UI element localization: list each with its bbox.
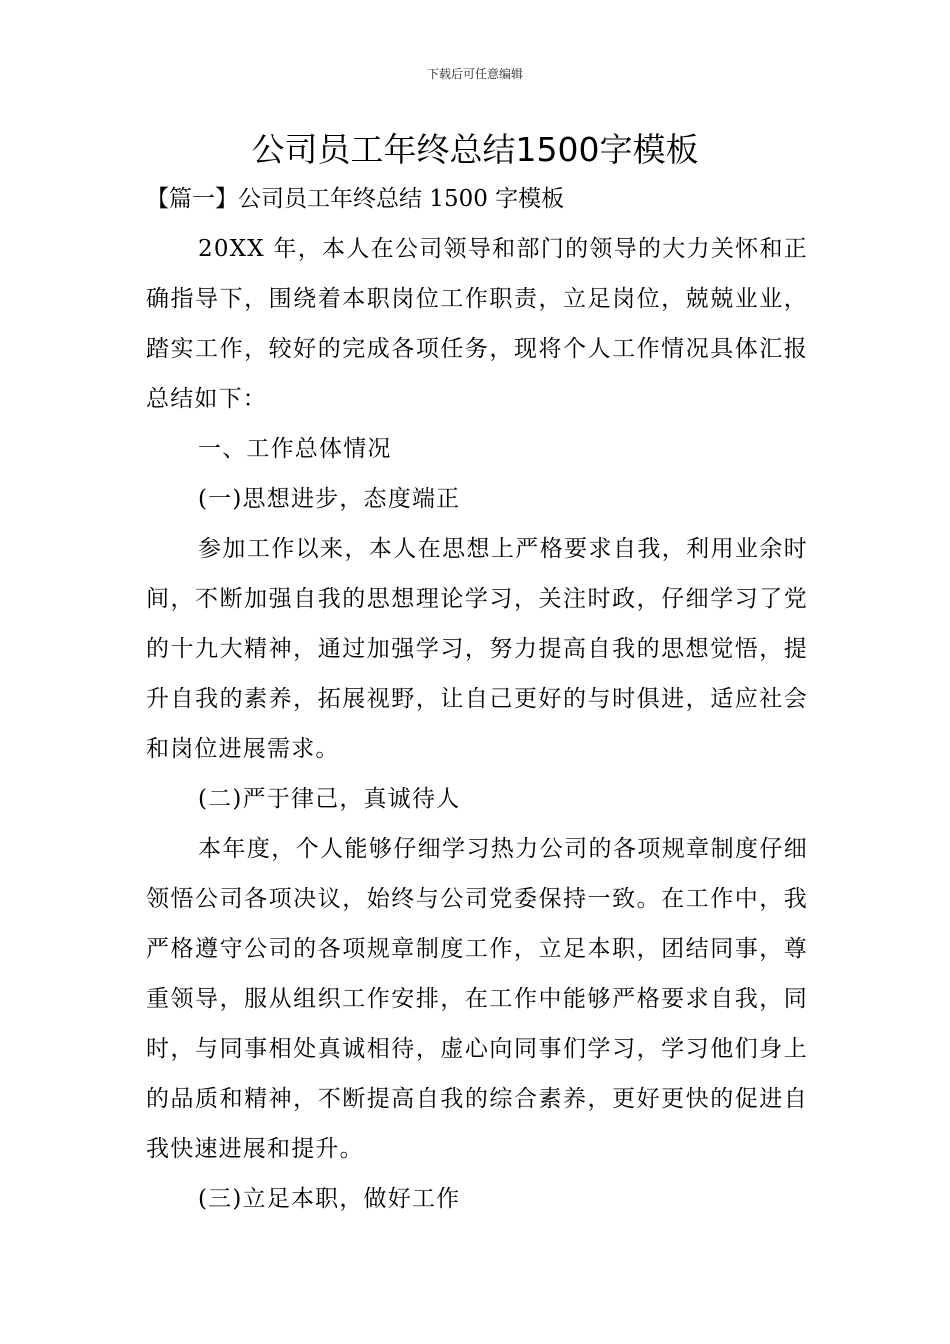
subheading-self-discipline: (二)严于律己，真诚待人 (198, 786, 461, 812)
subheading-thought-progress: (一)思想进步，态度端正 (198, 486, 461, 512)
document-title: 公司员工年终总结1500字模板 (251, 130, 699, 169)
paragraph-thought-progress: 参加工作以来，本人在思想上严格要求自我，利用业余时间，不断加强自我的思想理论学习，关注时政，仔细学习了党的十九大精神，通过加强学习，努力提高自我的思想觉悟，提升自我的素养，拓展视野，让自己更好的与时俱进，适应社会和岗位进展需求。 (146, 536, 808, 762)
header-note: 下载后可任意编辑 (426, 67, 523, 81)
heading-work-overview: 一、工作总体情况 (198, 436, 392, 462)
paragraph-self-discipline: 本年度，个人能够仔细学习热力公司的各项规章制度仔细领悟公司各项决议，始终与公司党委保持一致。在工作中，我严格遵守公司的各项规章制度工作，立足本职，团结同事，尊重领导，服从组织工作安排，在工作中能够严格要求自我，同时，与同事相处真诚相待，虚心向同事们学习，学习他们身上的品质和精神，不断提高自我的综合素养，更好更快的促进自我快速进展和提升。 (146, 836, 808, 1162)
document-body (146, 224, 808, 1224)
section-heading: 【篇一】公司员工年终总结 1500 字模板 (146, 186, 565, 212)
paragraph-intro: 20XX 年，本人在公司领导和部门的领导的大力关怀和正确指导下，围绕着本职岗位工作职责，立足岗位，兢兢业业，踏实工作，较好的完成各项任务，现将个人工作情况具体汇报总结如下： (146, 236, 808, 412)
subheading-do-job-well: (三)立足本职，做好工作 (198, 1186, 461, 1212)
